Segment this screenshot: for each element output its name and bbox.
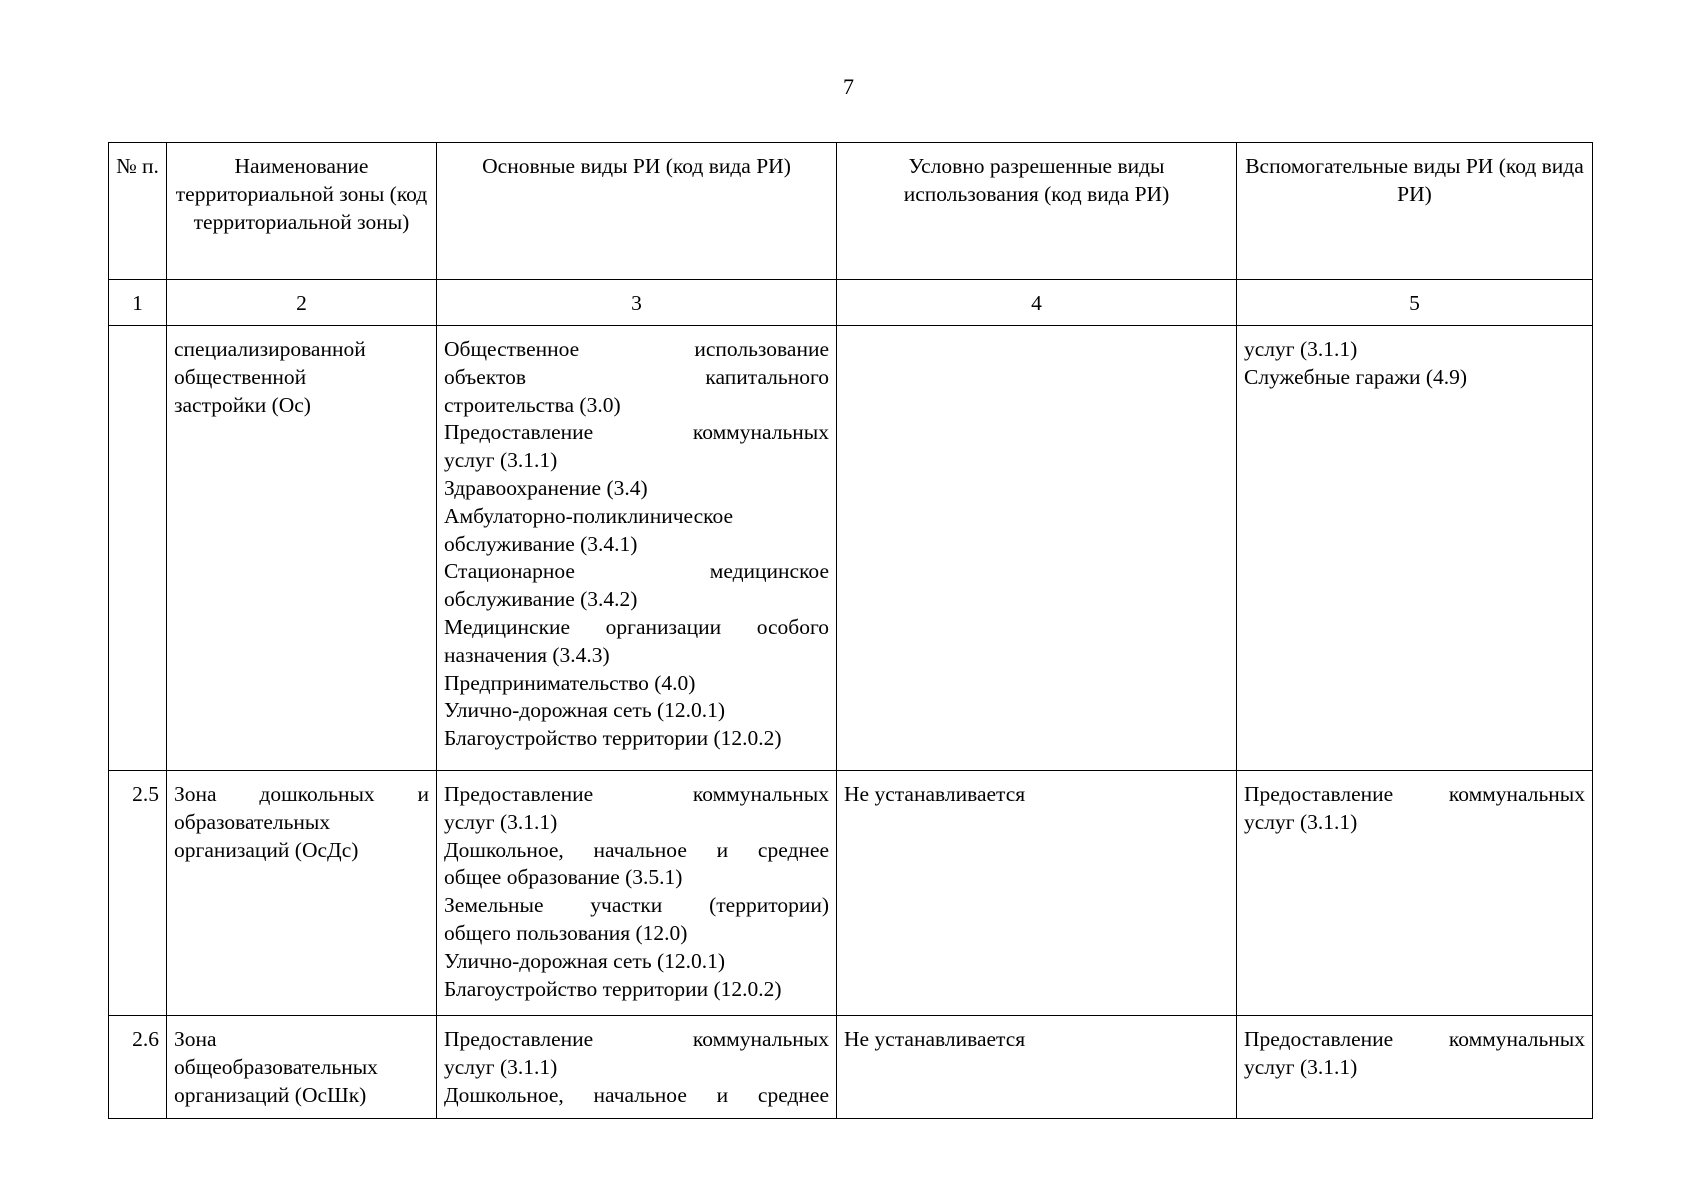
cell-text-line: Предоставление коммунальных [1244,782,1585,806]
cell-text-line: назначения (3.4.3) [444,642,610,667]
cell-text-line: Предоставление коммунальных [444,1027,829,1051]
cell-text-line: Амбулаторно-поликлиническое [444,503,734,528]
cell-text-line: Предпринимательство (4.0) [444,670,696,695]
cell-text-line: Предоставление коммунальных [444,420,829,445]
cell-text-line: Предоставление коммунальных [444,782,829,806]
cell-text-line: общего пользования (12.0) [444,920,688,945]
conditional-uses-cell [837,1016,1237,1119]
table-header-row [109,143,1593,280]
zone-name-line: застройки (Ос) [174,392,311,417]
column-number-row [109,280,1593,326]
main-uses-cell [437,771,837,1016]
header-main-uses: Основные виды РИ (код вида РИ) [437,143,837,280]
cell-text-line: общеобразовательных [174,1054,378,1079]
cell-text-line: услуг (3.1.1) [1244,809,1358,834]
header-conditional-uses: Условно разрешенные виды использования (код вида РИ) [837,143,1237,280]
row-number [109,326,167,771]
cell-text-line: Зона [174,1027,217,1051]
zone-name-cell [167,771,437,1016]
column-number: 3 [437,280,837,326]
conditional-uses-cell [837,771,1237,1016]
cell-text-line: Не устанавливается [844,782,1026,806]
main-uses-cell [437,326,837,771]
cell-text-line: услуг (3.1.1) [444,1054,558,1079]
cell-text-line: Здравоохранение (3.4) [444,475,648,500]
table-row [109,771,1593,1016]
cell-text-line: Предоставление коммунальных [1244,1027,1585,1051]
main-uses-cell [437,1016,837,1119]
cell-text-line: общее образование (3.5.1) [444,865,683,890]
zone-name-cell [167,326,437,771]
cell-text-line: услуг (3.1.1) [1244,1054,1358,1079]
zone-name-line: специализированной [174,337,366,361]
auxiliary-uses-cell [1237,771,1593,1016]
cell-text-line: Земельные участки (территории) [444,893,829,918]
cell-text-line: Улично-дорожная сеть (12.0.1) [444,948,726,973]
column-number: 1 [109,280,167,326]
cell-text-line: строительства (3.0) [444,392,621,417]
zone-name-line: общественной [174,364,307,389]
table-row [109,326,1593,771]
cell-text-line: Благоустройство территории (12.0.2) [444,726,782,751]
cell-text-line: Служебные гаражи (4.9) [1244,364,1468,389]
auxiliary-uses-cell [1237,326,1593,771]
column-number: 5 [1237,280,1593,326]
cell-text-line: Не устанавливается [844,1027,1026,1051]
cell-text-line: организаций (ОсДс) [174,837,359,862]
cell-text-line: услуг (3.1.1) [444,809,558,834]
cell-text-line: Медицинские организации особого [444,614,829,639]
cell-text-line: Общественное использование [444,337,829,361]
cell-text-line: организаций (ОсШк) [174,1082,367,1107]
conditional-uses-cell [837,326,1237,771]
cell-text-line: Дошкольное, начальное и среднее [444,1082,829,1107]
cell-text-line: обслуживание (3.4.1) [444,531,638,556]
column-number: 4 [837,280,1237,326]
row-number: 2.6 [109,1016,167,1119]
cell-text-line: Стационарное медицинское [444,559,829,584]
cell-text-line: объектов капитального [444,364,829,389]
header-number: № п. [109,143,167,280]
cell-text-line: образовательных [174,809,331,834]
header-auxiliary-uses: Вспомогательные виды РИ (код вида РИ) [1237,143,1593,280]
cell-text-line: Зона дошкольных и [174,782,429,806]
table-row [109,1016,1593,1119]
zone-name-cell [167,1016,437,1119]
header-zone-name: Наименование территориальной зоны (код территориальной зоны) [167,143,437,280]
cell-text-line: услуг (3.1.1) [1244,337,1358,361]
cell-text-line: Благоустройство территории (12.0.2) [444,976,782,1001]
auxiliary-uses-cell [1237,1016,1593,1119]
page-number: 7 [843,74,854,99]
cell-text-line: Дошкольное, начальное и среднее [444,837,829,862]
column-number: 2 [167,280,437,326]
zoning-table [108,142,1593,1119]
cell-text-line: обслуживание (3.4.2) [444,587,638,612]
cell-text-line: услуг (3.1.1) [444,448,558,473]
row-number: 2.5 [109,771,167,1016]
cell-text-line: Улично-дорожная сеть (12.0.1) [444,698,726,723]
